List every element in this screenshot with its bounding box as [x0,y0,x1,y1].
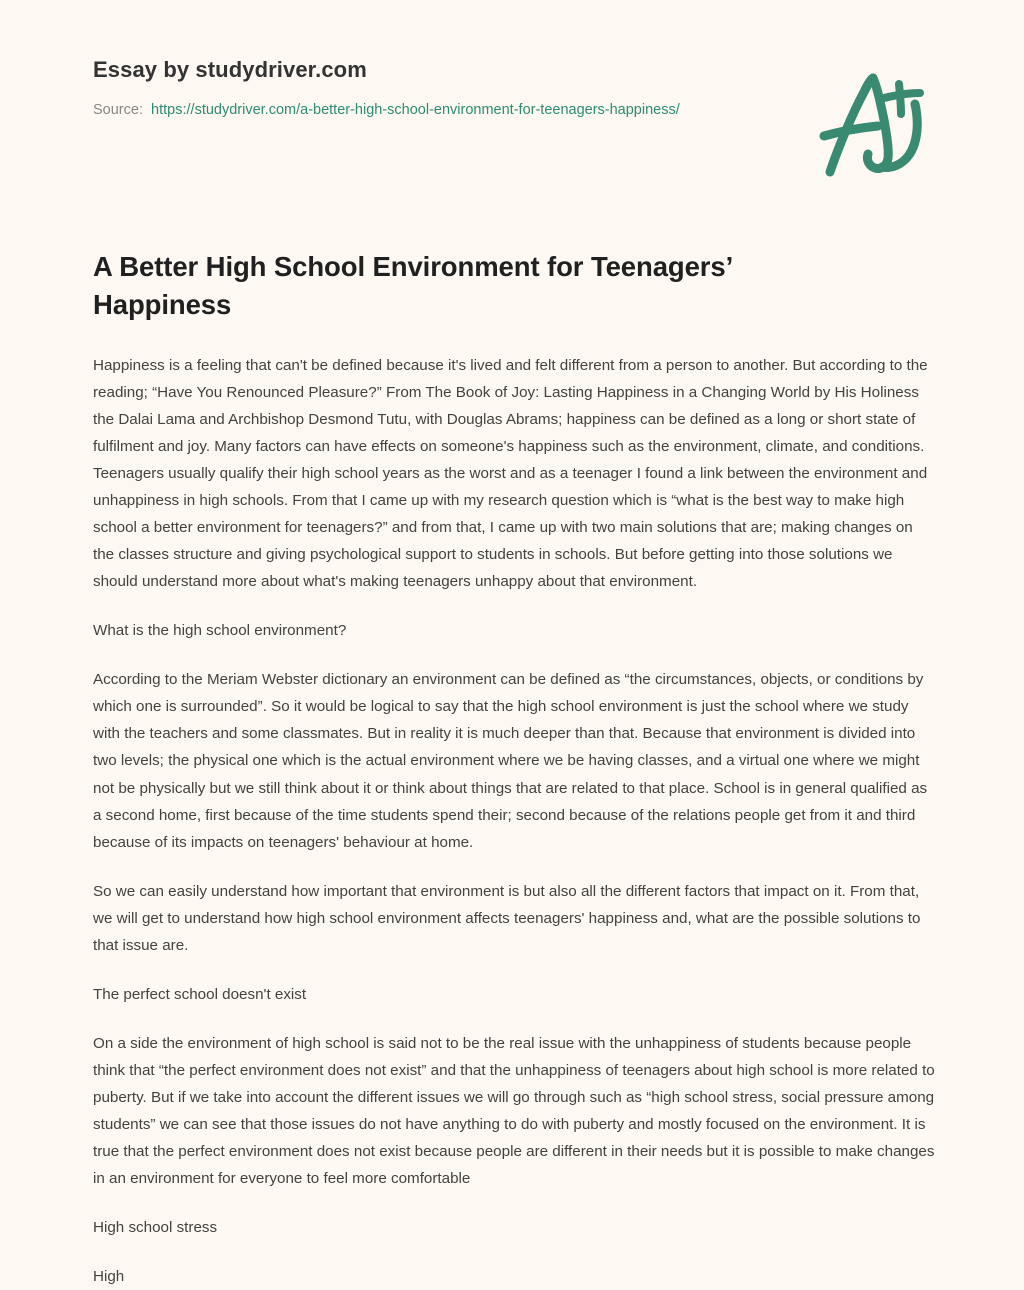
brand-title: Essay by studydriver.com [93,57,367,82]
article-paragraph-truncated: High [93,1268,125,1286]
article-body [93,248,936,1290]
article-section-heading: What is the high school environment? [93,622,347,640]
a-plus-logo [806,68,932,180]
document-header [0,0,1024,200]
article-paragraph: According to the Meriam Webster dictionary an environment can be defined as “the circumstances, objects, or conditions by which one is surrounded”. So it would be logical to say that the high school environment is just the school where we study with the teachers and some classmates. But in reality it is much deeper than that. Because that environment is divided into two levels; the physical one which is the actual environment where we be having classes, and a virtual one where we might not be physically but we still think about it or think about things that are related to that place. School is in general qualified as a second home, first because of the time students spend their; second because of the relations people get from it and third because of its impacts on teenagers' behaviour at home. [93,671,928,851]
source-label: Source: [93,102,143,119]
source-line [93,99,753,122]
article-section-heading: High school stress [93,1219,218,1237]
article-paragraph: So we can easily understand how important that environment is but also all the different factors that impact on it. From that, we will get to understand how high school environment affects teenagers' happiness and, what are the possible solutions to that issue are. [93,882,921,954]
article-paragraph: On a side the environment of high school is said not to be the real issue with the unhappiness of students because people think that “the perfect environment does not exist” and that the unhappiness of teenagers about high school is more related to puberty. But if we take into account the different issues we will go through such as “high school stress, social pressure among students” we can see that those issues do not have anything to do with puberty and mostly focused on the environment. It is true that the perfect environment does not exist because people are different in their needs but it is possible to make changes in an environment for everyone to feel more comfortable [93,1034,935,1188]
article-paragraph: Happiness is a feeling that can't be defined because it's lived and felt different from a person to another. But according to the reading; “Have You Renounced Pleasure?” From The Book of Joy: Lasting Happiness in a Changing World by His Holiness the Dalai Lama and Archbishop Desmond Tutu, with Douglas Abrams; happiness can be defined as a long or short state of fulfilment and joy. Many factors can have effects on someone's happiness such as the environment, climate, and conditions. Teenagers usually qualify their high school years as the worst and as a teenager I found a link between the environment and unhappiness in high schools. From that I came up with my research question which is “what is the best way to make high school a better environment for teenagers?” and from that, I came up with two main solutions that are; making changes on the classes structure and giving psychological support to students in schools. But before getting into those solutions we should understand more about what's making teenagers unhappy about that environment. [93,356,928,591]
header-text-block [93,57,753,123]
article-section-heading: The perfect school doesn't exist [93,985,307,1003]
source-url-link[interactable]: https://studydriver.com/a-better-high-school-environment-for-teenagers-happiness/ [151,102,680,119]
article-title: A Better High School Environment for Teenagers’ Happiness [93,251,732,320]
